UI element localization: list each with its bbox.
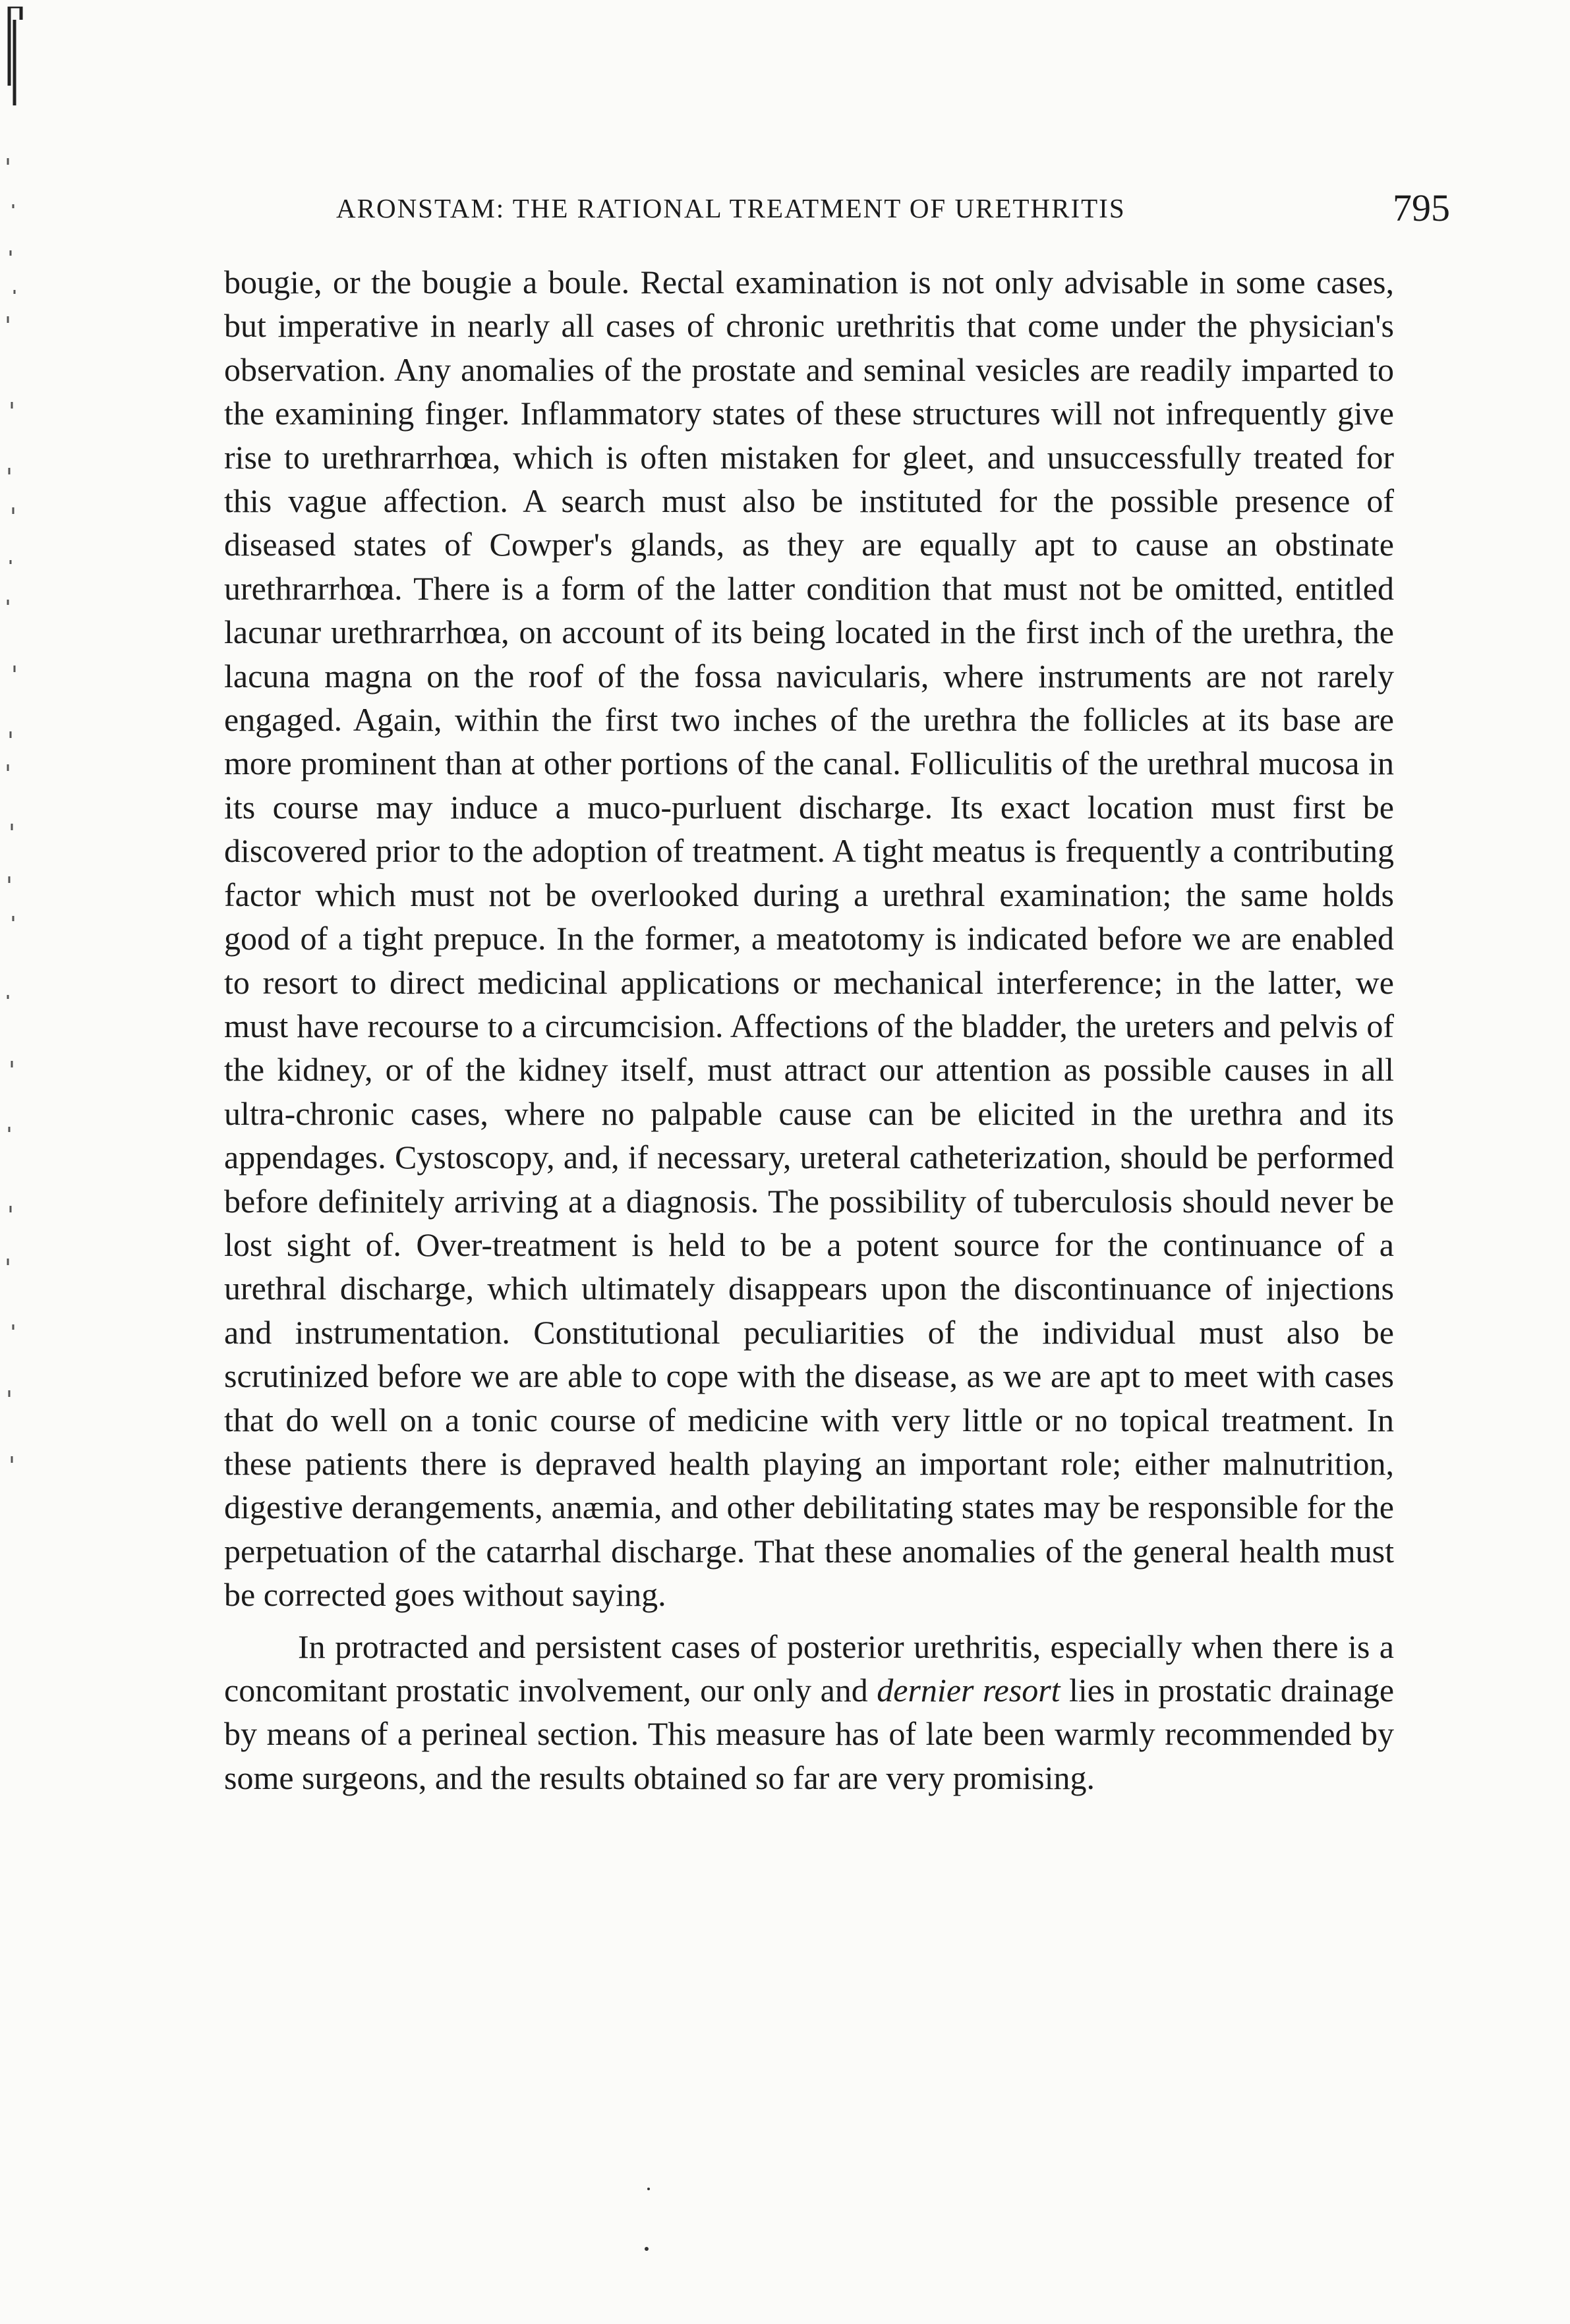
paragraph-1: bougie, or the bougie a boule. Rectal examination is not only advisable in some cases, but imperative in nearly all cases of chronic urethritis that come under the physician's observation. Any anomalies of the prostate and seminal vesicles are readily imparted to the examining finger. Inflammatory states of these structures will not infrequently give rise to urethrarrhœa, which is often mistaken for gleet, and unsuccessfully treated for this vague affection. A search must also be instituted for the possible presence of diseased states of Cowper's glands, as they are equally apt to cause an obstinate urethrarrhœa. There is a form of the latter condition that must not be omitted, entitled lacunar urethrarrhœa, on account of its being located in the first inch of the urethra, the lacuna magna on the roof of the fossa navicularis, where instruments are not rarely engaged. Again, within the first two inches of the urethra the follicles at its base are more prominent than at other portions of the canal. Folliculitis of the urethral mucosa in its course may induce a muco-purluent discharge. Its exact location must first be discovered prior to the adoption of treatment. A tight meatus is frequently a contributing factor which must not be overlooked during a urethral examination; the same holds good of a tight prepuce. In the former, a meatotomy is indicated before we are enabled to resort to direct medicinal applications or mechanical interference; in the latter, we must have recourse to a circumcision. Affections of the bladder, the ureters and pelvis of the kidney, or of the kidney itself, must attract our attention as possible causes in all ultra-chronic cases, where no palpable cause can be elicited in the urethra and its appendages. Cystoscopy, and, if necessary, ureteral catheterization, should be performed before definitely arriving at a diagnosis. The possibility of tuberculosis should never be lost sight of. Over-treatment is held to be a potent source for the continuance of a urethral discharge, which ultimately disappears upon the discontinuance of injections and instrumentation. Constitutional peculiarities of the individual must also be scrutinized before we are able to cope with the disease, as we are apt to meet with cases that do well on a tonic course of medicine with very little or no topical treatment. In these patients there is depraved health playing an important role; either malnutrition, digestive derangements, anæmia, and other debilitating states may be responsible for the perpetuation of the catarrhal discharge. That these anomalies of the general health must be corrected goes without saying. [224, 264, 1394, 1614]
ink-speck-small [647, 2188, 650, 2190]
ink-speck [645, 2247, 649, 2251]
running-head [336, 186, 1450, 232]
page-number: 795 [1393, 186, 1450, 229]
paragraph-2-text-end: lies in prostatic drainage by means of a perineal section. This measure has of late been warmly recommended by some surgeons, and the results obtained so far are very promising. [224, 1672, 1395, 1796]
running-title: ARONSTAM: THE RATIONAL TREATMENT OF URETHRITIS [336, 193, 1126, 223]
scan-edge-marks [5, 7, 32, 1522]
body-text [224, 260, 1394, 1800]
paragraph-2 [224, 1625, 1394, 1800]
paragraph-2-italic-phrase: dernier resort [877, 1672, 1061, 1709]
paragraph-2-text-start: In protracted and persistent cases of posterior urethritis, especially when there is a concomitant prostatic involvement, our only and [224, 1628, 1394, 1709]
